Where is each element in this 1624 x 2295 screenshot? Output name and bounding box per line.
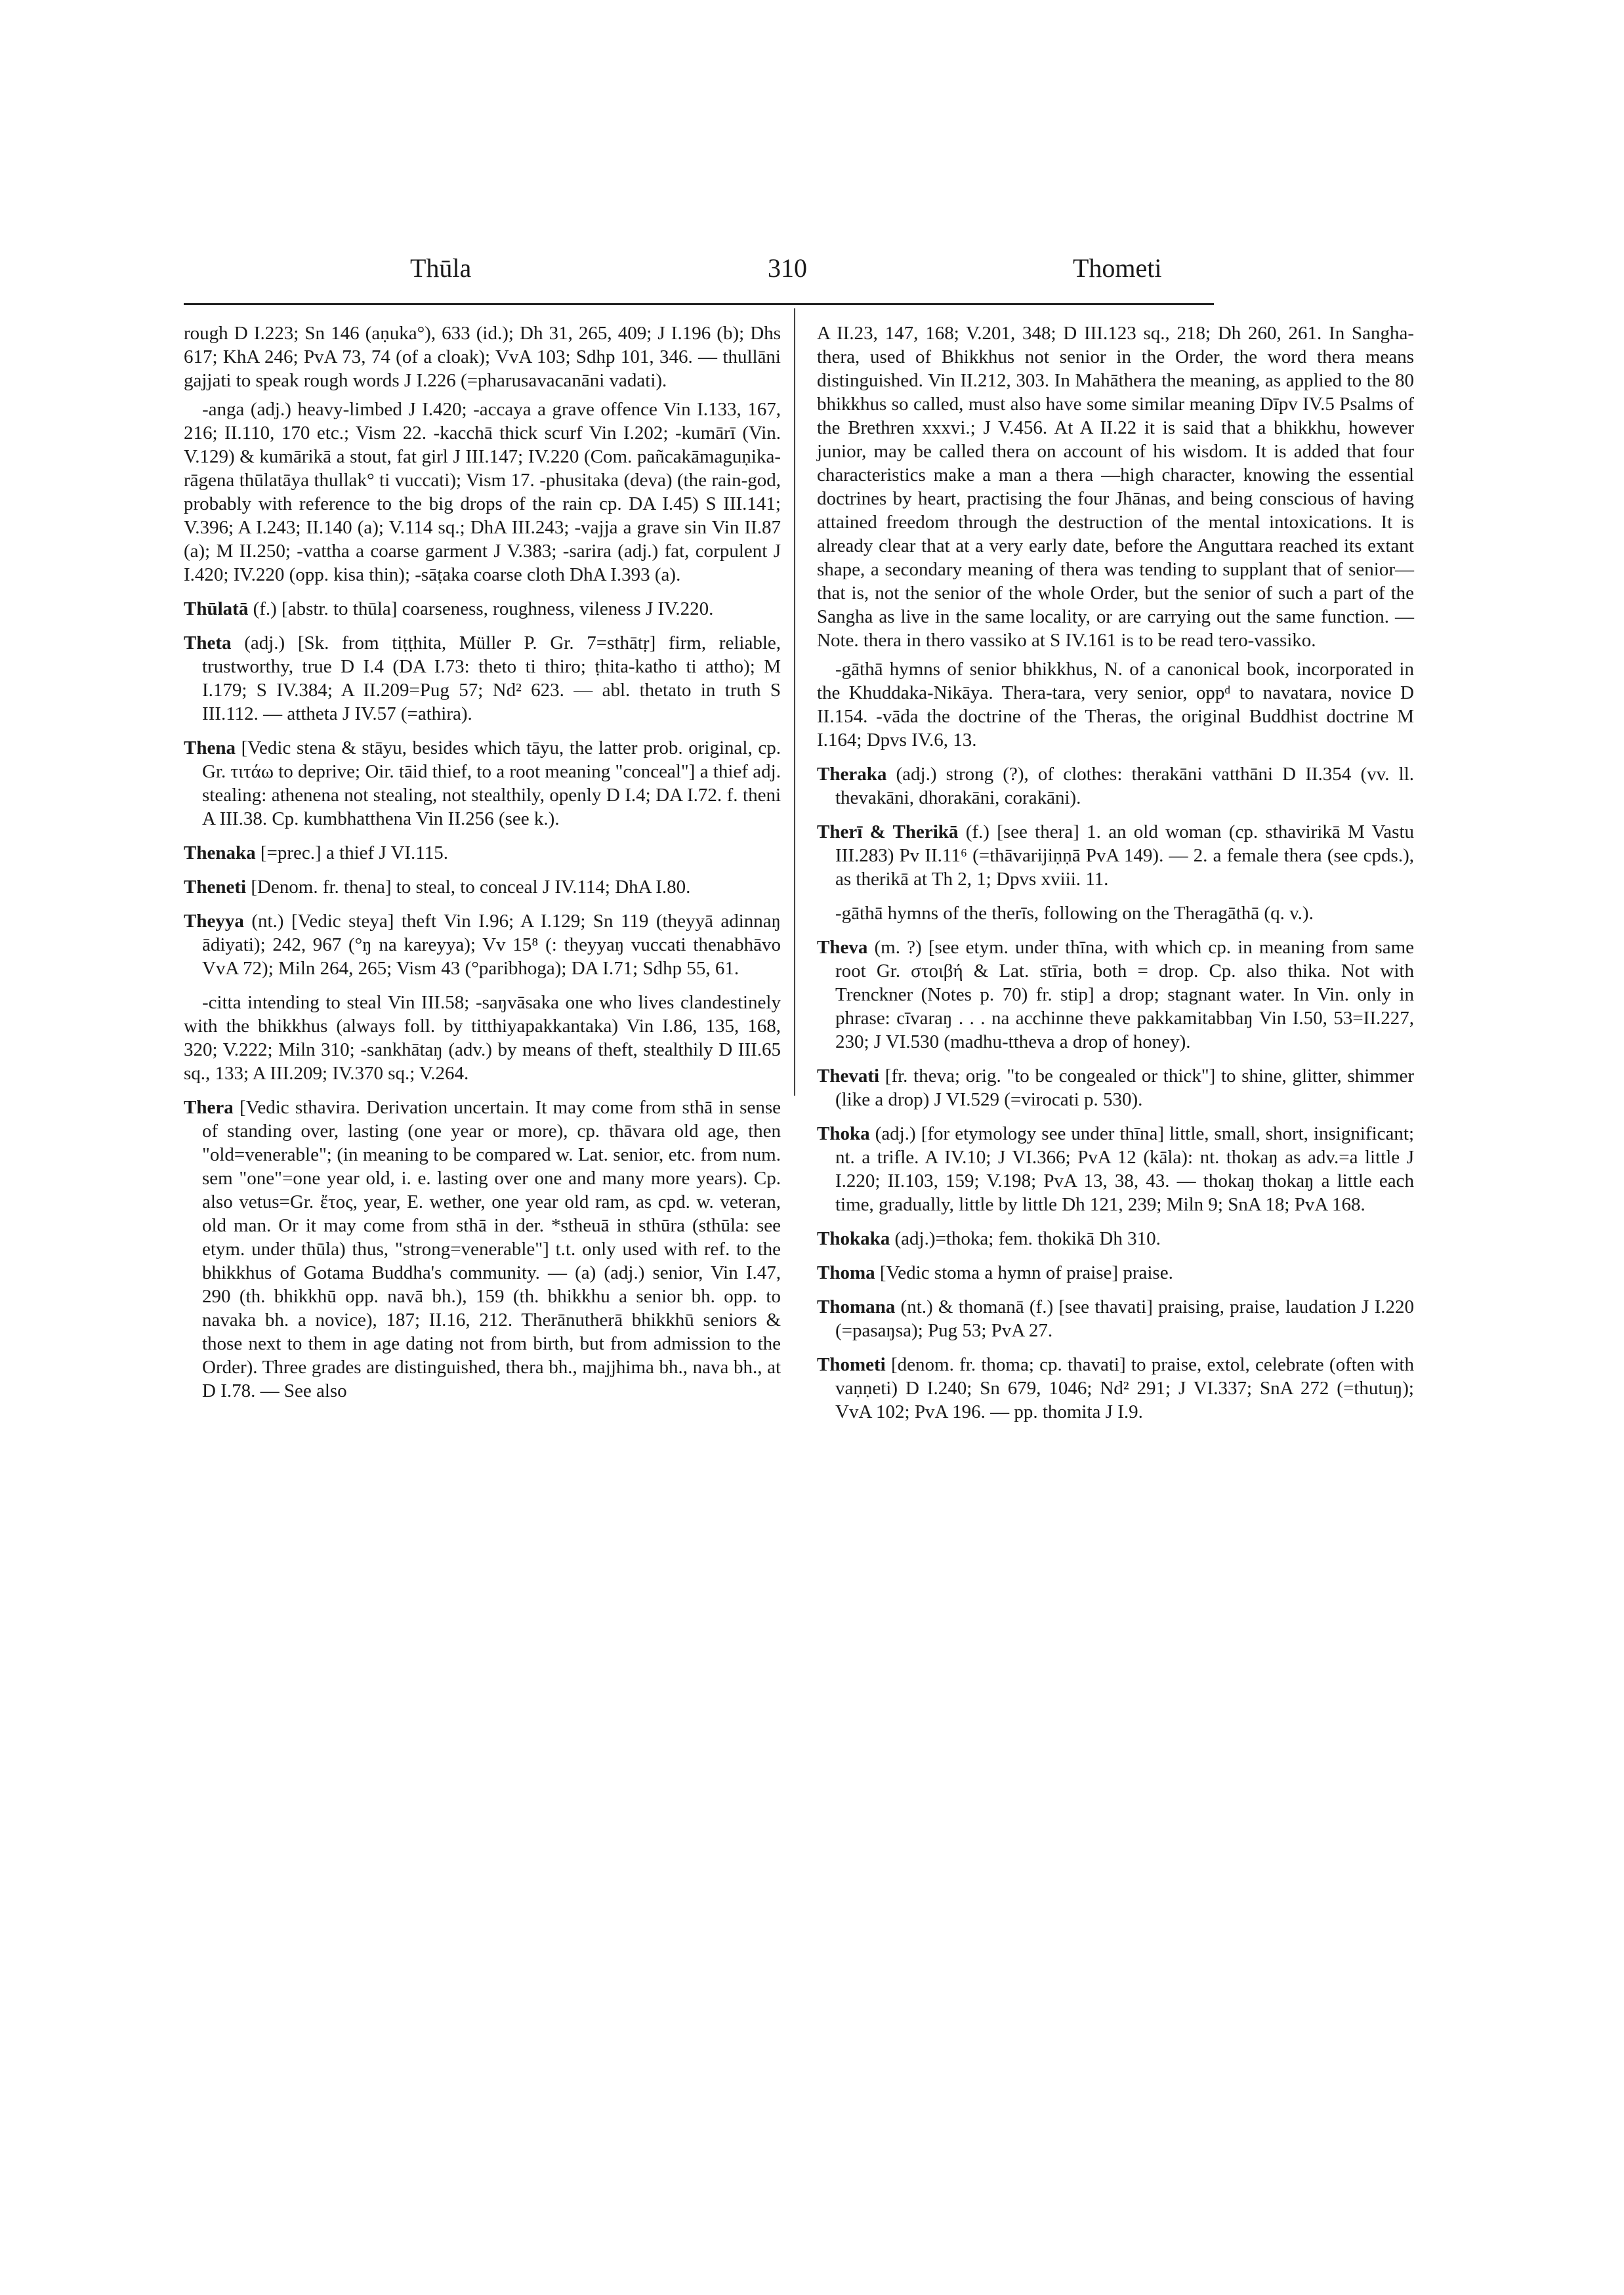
entry-text: [Denom. fr. thena] to steal, to conceal J IV.114; DhA I.80. (251, 877, 691, 898)
entry-headword: Thoka (817, 1123, 870, 1144)
continued-entry-text (184, 321, 781, 392)
dictionary-entry (817, 1227, 1414, 1251)
entry-text: -citta intending to steal Vin III.58; -saŋvāsaka one who lives clandestinely with the bhikkhus (always foll. by titthiyapakkantaka) Vin I.86, 135, 168, 320; V.222; Miln 310; -sankhātaŋ (adv.) by means of theft, stealthily D III.65 sq., 133; A III.209; IV.370 sq.; V.264. (184, 992, 781, 1084)
entry-text: [Vedic stena & stāyu, besides which tāyu, the latter prob. original, cp. Gr. τιτάω to deprive; Oir. tāid thief, to a root meaning "conceal"] a thief adj. stealing: athenena not stealing, not stealthily, openly D I.4; DA I.72. f. theni A III.38. Cp. kumbhatthena Vin II.256 (see k.). (202, 737, 781, 829)
running-head (184, 253, 1207, 292)
running-head-last-word: Thometi (1073, 253, 1162, 283)
dictionary-entry (817, 820, 1414, 891)
entry-headword: Thera (184, 1097, 234, 1118)
dictionary-entry (817, 936, 1414, 1054)
right-column (817, 321, 1414, 1434)
entry-text: (adj.)=thoka; fem. thokikā Dh 310. (894, 1228, 1161, 1249)
dictionary-entry (817, 1353, 1414, 1424)
entry-headword: Thūlatā (184, 598, 249, 619)
entry-text: [fr. theva; orig. "to be congealed or thick"] to shine, glitter, shimmer (like a drop) J VI.529 (=virocati p. 530). (835, 1065, 1415, 1110)
dictionary-entry (817, 1261, 1414, 1285)
entry-text: [=prec.] a thief J VI.115. (260, 842, 448, 863)
dictionary-entry (817, 1064, 1414, 1111)
entry-headword: Theva (817, 937, 868, 958)
page-number: 310 (768, 253, 807, 283)
entry-text: [Vedic sthavira. Derivation uncertain. It may come from sthā in sense of standing over, lasting (one year or more), cp. thāvara old age, then "old=venerable"; (in meaning to be compared w. Lat. senior, etc. from num. sem "one"=one year old, i. e. lasting over one and many more years). Cp. also vetus=Gr. ἔτος, year, E. wether, one year old ram, as cpd. w. veteran, old man. Or it may come from sthā in der. *stheuā in sthūra (sthūla: see etym. under thūla) thus, "strong=venerable"] t.t. only used with ref. to the bhikkhus of Gotama Buddha's community. — (a) (adj.) senior, Vin I.47, 290 (th. bhikkhū opp. navā bh.), 159 (th. bhikkhu a senior bh. opp. to navaka bh. a novice), 187; II.16, 212. Therānutherā bhikkhū seniors & those next to them in age dating not from birth, but from admission to the Order). Three grades are distinguished, thera bh., majjhima bh., nava bh., at D I.78. — See also (202, 1097, 781, 1401)
dictionary-entry (817, 1122, 1414, 1216)
entry-text: (nt.) [Vedic steya] theft Vin I.96; A I.129; Sn 119 (theyyā adinnaŋ ādiyati); 242, 967 (°ŋ na kareyya); Vv 15⁸ (: theyyaŋ vuccati thenabhāvo VvA 72); Miln 264, 265; Vism 43 (°paribhoga); DA I.71; Sdhp 55, 61. (202, 911, 781, 979)
entry-text: (m. ?) [see etym. under thīna, with which cp. in meaning from same root Gr. στοιβή & Lat. stīria, both = drop. Cp. also thika. Not with Trenckner (Notes p. 70) fr. stip] a drop; stagnant water. In Vin. only in phrase: cīvaraŋ . . . na acchinne theve pakkamitabbaŋ Vin I.50, 53=II.227, 230; J VI.530 (madhu-ttheva a drop of honey). (835, 937, 1415, 1052)
entry-headword: Thevati (817, 1065, 880, 1086)
entry-headword: Thenaka (184, 842, 256, 863)
entry-text: [Vedic stoma a hymn of praise] praise. (879, 1262, 1173, 1283)
dictionary-entry (817, 762, 1414, 810)
entry-text: [denom. fr. thoma; cp. thavati] to praise, extol, celebrate (often with vaṇṇeti) D I.240; Sn 679, 1046; Nd² 291; J VI.337; SnA 272 (=thutuŋ); VvA 102; PvA 196. — pp. thomita J I.9. (835, 1354, 1414, 1422)
dictionary-entry (184, 736, 781, 831)
dictionary-entry (184, 875, 781, 899)
compound-subentry (817, 657, 1414, 752)
entry-text: A II.23, 147, 168; V.201, 348; D III.123 sq., 218; Dh 260, 261. In Sangha-thera, used of Bhikkhus not senior in the Order, the word thera means distinguished. Vin II.212, 303. In Mahāthera the meaning, as applied to the 80 bhikkhus so called, must also have some similar meaning Dīpv IV.5 Psalms of the Brethren xxxvi.; J V.456. At A II.22 it is said that a bhikkhu, however junior, may be called thera on account of his wisdom. It is added that four characteristics make a man a thera —high character, knowing the essential doctrines by heart, practising the four Jhānas, and being conscious of having attained freedom through the destruction of the mental intoxications. It is already clear that at a very early date, before the Anguttara reached its extant shape, a secondary meaning of thera was tending to supplant that of senior—that is, not the senior of the whole Order, but the senior of such a part of the Sangha as live in the same locality, or are carrying out the same function. — Note. thera in thero vassiko at S IV.161 is to be read tero-vassiko. (817, 323, 1414, 651)
entry-headword: Theyya (184, 911, 244, 932)
entry-text: (adj.) [Sk. from tiṭṭhita, Müller P. Gr. 7=sthātṛ] firm, reliable, trustworthy, true D I.4 (DA I.73: theto ti thiro; ṭhita-katho ti attho); M I.179; S IV.384; A II.209=Pug 57; Nd² 623. — abl. thetato in truth S III.112. — attheta J IV.57 (=athira). (202, 632, 781, 724)
entry-headword: Theneti (184, 877, 247, 898)
column-divider (794, 308, 795, 1096)
dictionary-entry (184, 597, 781, 621)
dictionary-entry (184, 909, 781, 980)
dictionary-entry (184, 841, 781, 865)
entry-text: (nt.) & thomanā (f.) [see thavati] praising, praise, laudation J I.220 (=pasaŋsa); Pug 53; PvA 27. (835, 1296, 1415, 1341)
compound-subentry (184, 991, 781, 1085)
entry-headword: Thokaka (817, 1228, 890, 1249)
entry-headword: Theta (184, 632, 232, 653)
entry-text: -gāthā hymns of the therīs, following on the Theragāthā (q. v.). (835, 903, 1314, 924)
running-head-first-word: Thūla (410, 253, 472, 283)
entry-headword: Theraka (817, 764, 887, 785)
continued-entry-text (817, 321, 1414, 652)
entry-text: (f.) [see thera] 1. an old woman (cp. sthavirikā M Vastu III.283) Pv II.11⁶ (=thāvarijiṇṇā PvA 149). — 2. a female thera (see cpds.), as therikā at Th 2, 1; Dpvs xviii. 11. (835, 821, 1414, 890)
dictionary-entry (184, 631, 781, 726)
dictionary-entry (184, 1096, 781, 1403)
compound-subentry (184, 398, 781, 587)
dictionary-entry (817, 1295, 1414, 1342)
entry-text: (f.) [abstr. to thūla] coarseness, roughness, vileness J IV.220. (253, 598, 714, 619)
entry-headword: Therī & Therikā (817, 821, 959, 842)
entry-text: rough D I.223; Sn 146 (aṇuka°), 633 (id.); Dh 31, 265, 409; J I.196 (b); Dhs 617; KhA 246; PvA 73, 74 (of a cloak); VvA 103; Sdhp 101, 346. — thullāni gajjati to speak rough words J I.226 (=pharusavacanāni vadati). (184, 323, 781, 391)
header-rule (184, 303, 1214, 305)
entry-text: (adj.) strong (?), of clothes: therakāni vatthāni D II.354 (vv. ll. thevakāni, dhorakāni, corakāni). (835, 764, 1415, 808)
entry-headword: Thena (184, 737, 236, 758)
entry-text: -gāthā hymns of senior bhikkhus, N. of a canonical book, incorporated in the Khuddaka-Nikāya. Thera-tara, very senior, oppᵈ to navatara, novice D II.154. -vāda the doctrine of the Theras, the original Buddhist doctrine M I.164; Dpvs IV.6, 13. (817, 659, 1414, 751)
entry-headword: Thometi (817, 1354, 886, 1375)
compound-subentry (817, 901, 1414, 925)
left-column (184, 321, 781, 1413)
entry-headword: Thomana (817, 1296, 896, 1317)
entry-text: -anga (adj.) heavy-limbed J I.420; -accaya a grave offence Vin I.133, 167, 216; II.110, 170 etc.; Vism 22. -kacchā thick scurf Vin I.202; -kumārī (Vin. V.129) & kumārikā a stout, fat girl J III.147; IV.220 (Com. pañcakāmaguṇika-rāgena thūlatāya thullak° ti vuccati); Vism 17. -phusitaka (deva) (the rain-god, probably with reference to the big drops of the rain cp. DA I.45) S III.141; V.396; A I.243; II.140 (a); V.114 sq.; DhA III.243; -vajja a grave sin Vin II.87 (a); M II.250; -vattha a coarse garment J V.383; -sarira (adj.) fat, corpulent J I.420; IV.220 (opp. kisa thin); -sāṭaka coarse cloth DhA I.393 (a). (184, 399, 781, 585)
entry-text: (adj.) [for etymology see under thīna] little, small, short, insignificant; nt. a trifle. A IV.10; J VI.366; PvA 12 (kāla): nt. thokaŋ as adv.=a little J I.220; II.103, 159; V.198; PvA 13, 38, 43. — thokaŋ thokaŋ a little each time, gradually, little by little Dh 121, 239; Miln 9; SnA 18; PvA 168. (835, 1123, 1414, 1215)
entry-headword: Thoma (817, 1262, 875, 1283)
